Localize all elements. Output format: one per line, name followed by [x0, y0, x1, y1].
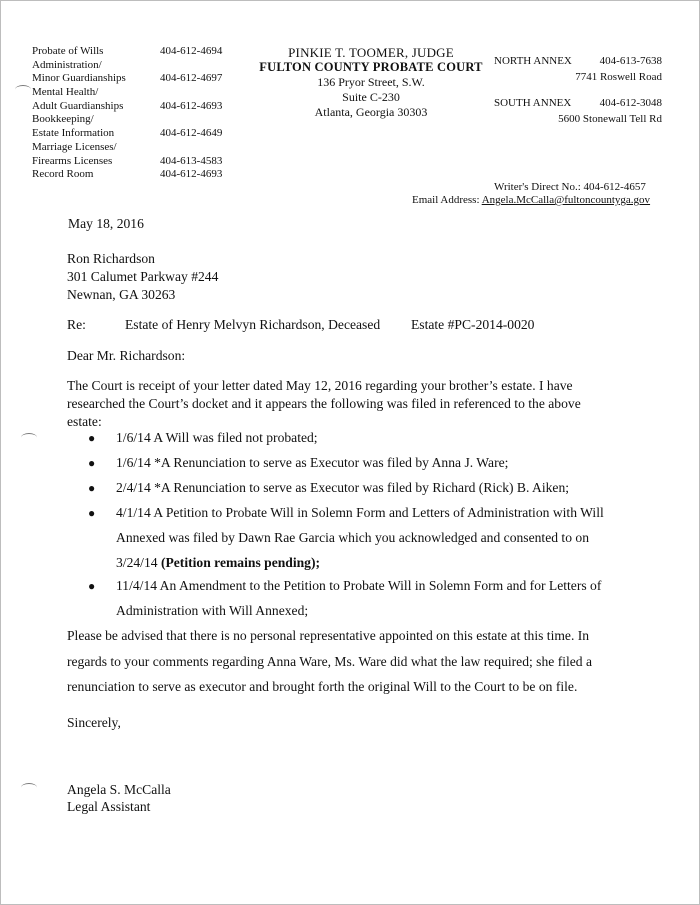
intro-line: researched the Court’s docket and it appears the following was filed in referenced to the above — [67, 396, 581, 411]
writer-email-line — [412, 194, 650, 206]
department-label: Adult Guardianships — [32, 99, 124, 112]
writer-direct-phone: 404-612-4657 — [583, 181, 646, 193]
department-row — [32, 127, 222, 141]
department-label: Probate of Wills — [32, 45, 104, 57]
department-phone: 404-612-4693 — [160, 99, 223, 112]
bullet-icon: ● — [88, 579, 96, 593]
department-label: Firearms Licenses — [32, 154, 113, 167]
north-annex-label: NORTH ANNEX — [494, 55, 572, 67]
filing-list-line — [116, 554, 646, 573]
south-annex-phone: 404-612-3048 — [599, 97, 662, 109]
department-label: Administration/ — [32, 58, 102, 71]
scan-mark — [21, 433, 37, 442]
filing-list-line: Annexed was filed by Dawn Rae Garcia which you acknowledged and consented to on — [116, 530, 589, 545]
court-suite: Suite C-230 — [342, 90, 400, 104]
closing-line: Please be advised that there is no personal representative appointed on this estate at this time. In — [67, 628, 590, 643]
department-row — [32, 168, 222, 182]
department-label: Mental Health/ — [32, 86, 99, 99]
signer-title: Legal Assistant — [67, 799, 151, 814]
court-header — [241, 45, 501, 120]
salutation: Dear Mr. Richardson: — [67, 348, 186, 363]
signoff: Sincerely, — [67, 715, 121, 730]
writer-direct-line — [494, 181, 646, 193]
bullet-icon: ● — [88, 431, 96, 445]
court-street: 136 Pryor Street, S.W. — [317, 75, 425, 89]
filing-list-line: 1/6/14 *A Renunciation to serve as Executor was filed by Anna J. Ware; — [116, 455, 509, 470]
department-phone-list — [32, 45, 222, 182]
re-estate-number: Estate #PC-2014-0020 — [411, 317, 535, 332]
department-phone: 404-612-4649 — [160, 127, 223, 140]
department-row — [32, 155, 222, 169]
filing-list-line: Administration with Will Annexed; — [116, 603, 309, 618]
filing-list-line: 11/4/14 An Amendment to the Petition to Probate Will in Solemn Form and for Letters of — [116, 578, 602, 593]
court-city: Atlanta, Georgia 30303 — [314, 105, 428, 119]
department-label: Minor Guardianships — [32, 72, 126, 85]
department-label: Record Room — [32, 168, 94, 181]
re-label: Re: — [67, 317, 86, 332]
department-row — [32, 45, 222, 59]
department-row — [32, 141, 222, 155]
writer-direct-label: Writer's Direct No.: — [494, 181, 581, 193]
department-row — [32, 59, 222, 73]
recipient-city: Newnan, GA 30263 — [67, 287, 176, 302]
department-row — [32, 113, 222, 127]
filing-list-line: 2/4/14 *A Renunciation to serve as Executor was filed by Richard (Rick) B. Aiken; — [116, 480, 570, 495]
bullet-icon: ● — [88, 506, 96, 520]
south-annex — [494, 95, 662, 127]
department-row — [32, 100, 222, 114]
intro-line: estate: — [67, 414, 102, 429]
scan-mark — [21, 783, 37, 792]
bullet-icon: ● — [88, 481, 96, 495]
department-label: Marriage Licenses/ — [32, 140, 117, 153]
north-annex — [494, 53, 662, 85]
south-annex-address: 5600 Stonewall Tell Rd — [558, 113, 662, 125]
scan-mark — [15, 85, 31, 94]
department-phone: 404-612-4694 — [160, 45, 223, 57]
petition-status: (Petition remains pending); — [160, 555, 321, 570]
writer-email-link[interactable]: Angela.McCalla@fultoncountyga.gov — [481, 194, 651, 206]
judge-name: PINKIE T. TOOMER, JUDGE — [288, 45, 454, 60]
filing-date: 3/24/14 — [116, 555, 161, 570]
department-phone: 404-613-4583 — [160, 154, 223, 167]
re-subject: Estate of Henry Melvyn Richardson, Deceased — [125, 317, 381, 332]
signer-name: Angela S. McCalla — [67, 782, 171, 797]
recipient-street: 301 Calumet Parkway #244 — [67, 269, 219, 284]
department-row — [32, 72, 222, 86]
closing-line: regards to your comments regarding Anna Ware, Ms. Ware did what the law required; she filed a — [67, 654, 593, 669]
north-annex-phone: 404-613-7638 — [599, 55, 662, 67]
department-phone: 404-612-4693 — [160, 168, 223, 181]
south-annex-label: SOUTH ANNEX — [494, 97, 572, 109]
recipient-name: Ron Richardson — [67, 251, 155, 266]
filing-list-line: 4/1/14 A Petition to Probate Will in Solemn Form and Letters of Administration with Will — [116, 505, 604, 520]
closing-line: renunciation to serve as executor and brought forth the original Will to the Court to be on file. — [67, 679, 578, 694]
intro-line: The Court is receipt of your letter dated May 12, 2016 regarding your brother’s estate. I have — [67, 378, 573, 393]
filing-list-line: 1/6/14 A Will was filed not probated; — [116, 430, 318, 445]
department-row — [32, 86, 222, 100]
department-phone: 404-612-4697 — [160, 72, 223, 85]
letter-date: May 18, 2016 — [68, 216, 144, 231]
court-name: FULTON COUNTY PROBATE COURT — [259, 60, 483, 74]
north-annex-address: 7741 Roswell Road — [575, 71, 662, 83]
bullet-icon: ● — [88, 456, 96, 470]
department-label: Estate Information — [32, 127, 115, 140]
writer-email-label: Email Address: — [412, 194, 480, 206]
department-label: Bookkeeping/ — [32, 113, 94, 126]
